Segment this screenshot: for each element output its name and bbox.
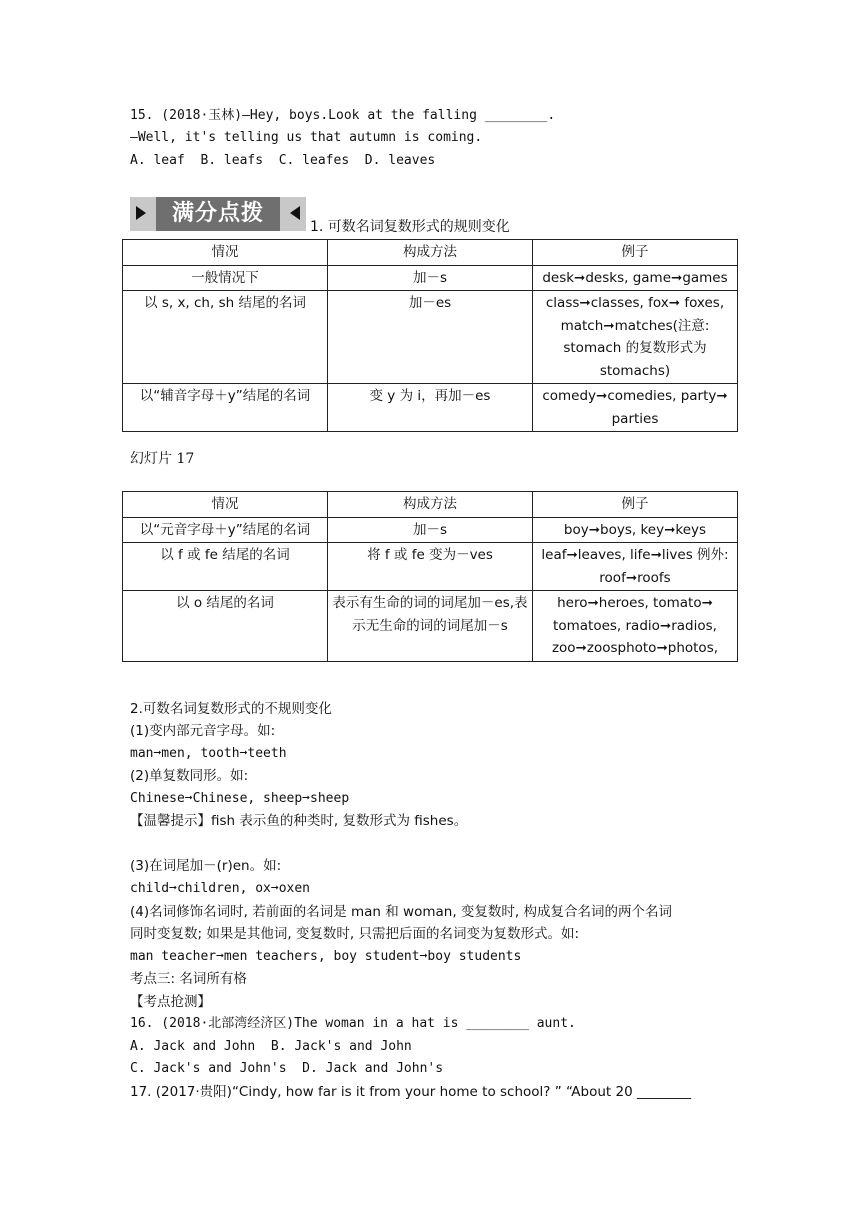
table-header-cell: 情况 xyxy=(123,492,328,518)
table-header-cell: 情况 xyxy=(123,240,328,266)
q15-reply: —Well, it's telling us that autumn is coming. xyxy=(130,130,483,145)
q15-options: A. leaf B. leafs C. leafes D. leaves xyxy=(130,153,436,168)
play-right-icon xyxy=(136,206,146,220)
warm-tip: 【温馨提示】fish 表示鱼的种类时, 复数形式为 fishes。 xyxy=(130,813,468,829)
table-cell: 加－s xyxy=(328,265,533,291)
table-row xyxy=(123,384,738,432)
table-cell: 以“元音字母＋y”结尾的名词 xyxy=(123,517,328,543)
table-cell: 变 y 为 i，再加－es xyxy=(328,384,533,432)
table-cell: 加－es xyxy=(328,291,533,384)
tips-banner xyxy=(130,197,306,231)
play-left-icon xyxy=(290,206,300,220)
table-header-row xyxy=(123,492,738,518)
table-cell: class➞classes, fox➞ foxes, match➞matches(注意: stomach 的复数形式为 stomachs) xyxy=(533,291,738,384)
section1-title: 1. 可数名词复数形式的规则变化 xyxy=(310,219,510,235)
rule3-title: (3)在词尾加－(r)en。如: xyxy=(130,858,282,874)
q16-stem: 16. (2018·北部湾经济区)The woman in a hat is ________ aunt. xyxy=(130,1016,576,1031)
table-row xyxy=(123,517,738,543)
table-row xyxy=(123,265,738,291)
rule3-example: child➞children, ox➞oxen xyxy=(130,881,311,896)
section3-title: 考点三: 名词所有格 xyxy=(130,971,247,987)
table-cell: 加－s xyxy=(328,517,533,543)
rule4-line2: 同时变复数; 如果是其他词, 变复数时, 只需把后面的名词变为复数形式。如: xyxy=(130,926,580,942)
table-cell: 一般情况下 xyxy=(123,265,328,291)
slide-label: 幻灯片 17 xyxy=(130,451,195,467)
table-cell: boy➞boys, key➞keys xyxy=(533,517,738,543)
table-header-row xyxy=(123,240,738,266)
table-row xyxy=(123,591,738,662)
section2-title: 2.可数名词复数形式的不规则变化 xyxy=(130,701,332,717)
rule1-example: man➞men, tooth➞teeth xyxy=(130,746,287,761)
q16-options-2: C. Jack's and John's D. Jack and John's xyxy=(130,1061,444,1076)
table-cell: hero➞heroes, tomato➞ tomatoes, radio➞radios, zoo➞zoosphoto➞photos, xyxy=(533,591,738,662)
table-header-cell: 例子 xyxy=(533,492,738,518)
table-cell: 以“辅音字母＋y”结尾的名词 xyxy=(123,384,328,432)
q16-options-1: A. Jack and John B. Jack's and John xyxy=(130,1039,412,1054)
table-header-cell: 构成方法 xyxy=(328,240,533,266)
plural-rules-table-1 xyxy=(122,239,738,432)
plural-rules-table-2 xyxy=(122,491,738,662)
table-cell: 以 f 或 fe 结尾的名词 xyxy=(123,543,328,591)
rule4-example: man teacher➞men teachers, boy student➞boy students xyxy=(130,949,522,964)
table-header-cell: 例子 xyxy=(533,240,738,266)
table-cell: 将 f 或 fe 变为－ves xyxy=(328,543,533,591)
table-cell: leaf➞leaves, life➞lives 例外: roof➞roofs xyxy=(533,543,738,591)
table-row xyxy=(123,543,738,591)
table-cell: 以 s, x, ch, sh 结尾的名词 xyxy=(123,291,328,384)
q15-stem: 15. (2018·玉林)—Hey, boys.Look at the falling ________. xyxy=(130,108,556,123)
q17-stem: 17. (2017·贵阳)“Cindy, how far is it from your home to school? ” “About 20 ________ xyxy=(130,1084,691,1100)
table-cell: 表示有生命的词的词尾加－es,表示无生命的词的词尾加－s xyxy=(328,591,533,662)
rule2-title: (2)单复数同形。如: xyxy=(130,768,249,784)
section3-subtitle: 【考点抢测】 xyxy=(130,994,211,1010)
table-row xyxy=(123,291,738,384)
rule4-line1: (4)名词修饰名词时, 若前面的名词是 man 和 woman, 变复数时, 构成复合名词的两个名词 xyxy=(130,904,673,920)
table-cell: comedy➞comedies, party➞ parties xyxy=(533,384,738,432)
rule1-title: (1)变内部元音字母。如: xyxy=(130,723,276,739)
banner-text: 满分点拨 xyxy=(156,197,280,231)
table-cell: desk➞desks, game➞games xyxy=(533,265,738,291)
table-cell: 以 o 结尾的名词 xyxy=(123,591,328,662)
rule2-example: Chinese➞Chinese, sheep➞sheep xyxy=(130,791,350,806)
table-header-cell: 构成方法 xyxy=(328,492,533,518)
